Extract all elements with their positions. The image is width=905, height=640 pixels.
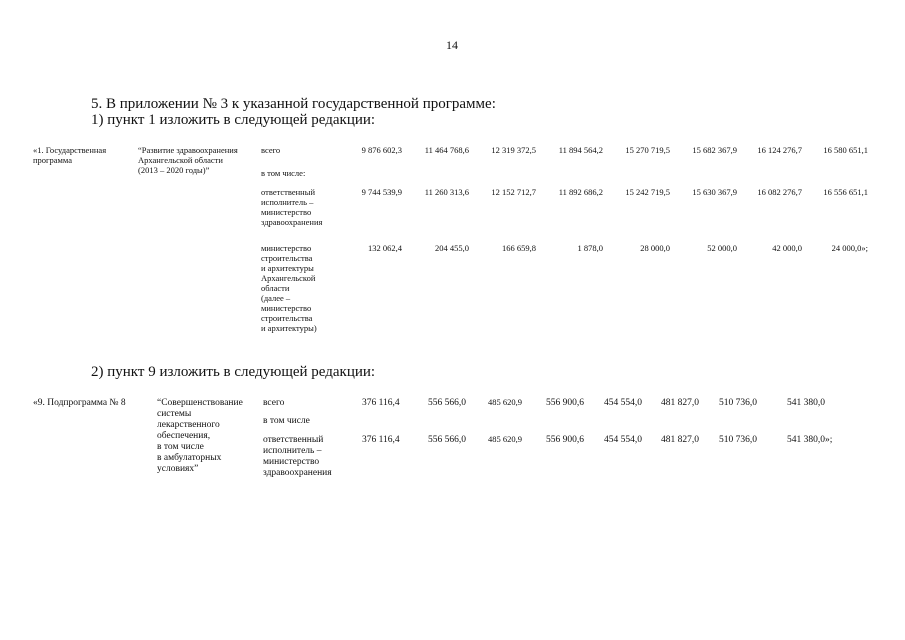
table1-executor-line: исполнитель –	[261, 197, 314, 207]
table1-construction-value: 204 455,0	[435, 243, 469, 253]
table2-title-line: “Совершенствование	[157, 398, 243, 408]
table2-row-label-including: в том числе	[263, 416, 310, 426]
table1-executor-value: 15 242 719,5	[625, 187, 670, 197]
table2-executor-line: ответственный	[263, 435, 324, 445]
table2-title-line: условиях”	[157, 464, 199, 474]
table2-total-value: 454 554,0	[604, 398, 642, 408]
table1-construction-line: области	[261, 283, 290, 293]
table1-title-line: “Развитие здравоохранения	[138, 145, 238, 155]
table1-executor-value: 9 744 539,9	[361, 187, 402, 197]
table2-title-line: в том числе	[157, 442, 204, 452]
table1-construction-line: министерство	[261, 243, 312, 253]
table1-program-line: программа	[33, 155, 73, 165]
table1-executor-line: ответственный	[261, 187, 315, 197]
table1-title-cell	[138, 145, 256, 175]
table1-total-value: 11 894 564,2	[558, 145, 603, 155]
table2-executor-line: здравоохранения	[263, 468, 332, 478]
table2-row-label-total: всего	[263, 398, 285, 408]
table1-total-value: 15 682 367,9	[692, 145, 737, 155]
table1-construction-line: и архитектуры	[261, 263, 314, 273]
table1-row-label-total: всего	[261, 145, 281, 155]
table2-total-value: 376 116,4	[362, 398, 400, 408]
table1-total-value: 11 464 768,6	[424, 145, 469, 155]
table1-total-value: 16 580 651,1	[823, 145, 868, 155]
table2-total-value: 485 620,9	[488, 397, 522, 407]
table2-title-line: в амбулаторных	[157, 453, 222, 463]
table2-executor-value: 541 380,0»;	[787, 435, 833, 445]
table1-executor-line: министерство	[261, 207, 312, 217]
table2-total-value: 510 736,0	[719, 398, 757, 408]
table2-title-line: системы	[157, 409, 192, 419]
table1-construction-line: строительства	[261, 313, 313, 323]
table1-total-value: 16 124 276,7	[757, 145, 802, 155]
table1-construction-value: 166 659,8	[502, 243, 536, 253]
table1-total-value: 15 270 719,5	[625, 145, 670, 155]
table1-total-value: 12 319 372,5	[491, 145, 536, 155]
table1-program-cell	[33, 145, 133, 165]
item-1-heading: 1) пункт 1 изложить в следующей редакции:	[91, 112, 376, 128]
table2-total-value: 481 827,0	[661, 398, 699, 408]
table2-total-value: 556 566,0	[428, 398, 466, 408]
table1-construction-value: 1 878,0	[577, 243, 603, 253]
table1-row-label-including: в том числе:	[261, 168, 306, 178]
table2-row-label-executor	[263, 435, 353, 479]
table1-construction-value: 42 000,0	[772, 243, 802, 253]
table1-construction-value: 52 000,0	[707, 243, 737, 253]
table1-construction-line: министерство	[261, 303, 312, 313]
table2-title-line: обеспечения,	[157, 431, 211, 441]
table1-construction-line: строительства	[261, 253, 313, 263]
page-number: 14	[446, 38, 458, 52]
table2-executor-line: исполнитель –	[263, 446, 322, 456]
table1-executor-value: 12 152 712,7	[491, 187, 536, 197]
table2-subprogram-cell: «9. Подпрограмма № 8	[33, 398, 126, 408]
table1-executor-value: 16 082 276,7	[757, 187, 802, 197]
table2-executor-value: 454 554,0	[604, 435, 642, 445]
table2-executor-value: 376 116,4	[362, 435, 400, 445]
table1-executor-value: 11 260 313,6	[424, 187, 469, 197]
table2-executor-value: 556 900,6	[546, 435, 584, 445]
table1-executor-value: 16 556 651,1	[823, 187, 868, 197]
table1-construction-value: 24 000,0»;	[831, 243, 868, 253]
table2-total-value: 541 380,0	[787, 398, 825, 408]
table1-construction-line: и архитектуры)	[261, 323, 317, 333]
table1-executor-line: здравоохранения	[261, 217, 323, 227]
table1-program-line: «1. Государственная	[33, 145, 107, 155]
table2-title-line: лекарственного	[157, 420, 220, 430]
table2-executor-value: 510 736,0	[719, 435, 757, 445]
table1-total-value: 9 876 602,3	[361, 145, 402, 155]
table2-executor-value: 556 566,0	[428, 435, 466, 445]
table2-executor-value: 481 827,0	[661, 435, 699, 445]
table1-executor-value: 15 630 367,9	[692, 187, 737, 197]
table1-title-line: Архангельской области	[138, 155, 223, 165]
table2-executor-line: министерство	[263, 457, 320, 467]
table1-row-label-construction	[261, 243, 341, 333]
table2-executor-value: 485 620,9	[488, 434, 522, 444]
table1-construction-value: 28 000,0	[640, 243, 670, 253]
table1-construction-value: 132 062,4	[368, 243, 402, 253]
table1-title-line: (2013 – 2020 годы)”	[138, 165, 210, 175]
table1-executor-value: 11 892 686,2	[558, 187, 603, 197]
table1-construction-line: Архангельской	[261, 273, 316, 283]
table2-total-value: 556 900,6	[546, 398, 584, 408]
table1-construction-line: (далее –	[261, 293, 291, 303]
table1-row-label-executor	[261, 187, 341, 227]
item-2-heading: 2) пункт 9 изложить в следующей редакции:	[91, 364, 376, 380]
section-heading-5: 5. В приложении № 3 к указанной государственной программе:	[91, 96, 496, 112]
table2-title-cell	[157, 398, 267, 475]
